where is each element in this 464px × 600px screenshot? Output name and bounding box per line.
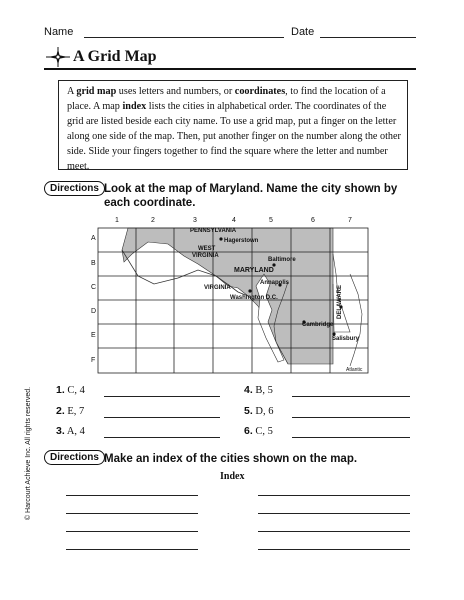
intro-text: A xyxy=(67,86,77,97)
index-line[interactable] xyxy=(258,513,410,514)
term-grid-map: grid map xyxy=(76,86,117,97)
label-west-virginia: WEST xyxy=(198,246,216,252)
col-label: 4 xyxy=(232,217,236,224)
question-4 xyxy=(244,384,273,396)
index-title: Index xyxy=(220,471,245,482)
question-1 xyxy=(56,384,85,396)
city-dot-washington xyxy=(248,289,251,292)
question-number: 4. xyxy=(244,384,253,396)
question-number: 6. xyxy=(244,425,253,437)
row-label: E xyxy=(91,332,96,339)
question-6 xyxy=(244,425,273,437)
col-label: 1 xyxy=(115,217,119,224)
term-coordinates: coordinates xyxy=(234,86,286,97)
question-coord: B, 5 xyxy=(255,385,273,396)
intro-box xyxy=(58,80,408,170)
state-landmass xyxy=(122,228,333,364)
col-label: 5 xyxy=(269,217,273,224)
question-coord: E, 7 xyxy=(67,406,85,417)
answer-line-1[interactable] xyxy=(104,396,220,397)
title-rule xyxy=(44,68,416,70)
answer-line-5[interactable] xyxy=(292,417,410,418)
label-atlantic: Atlantic xyxy=(346,367,363,373)
label-delaware: DELAWARE xyxy=(337,284,343,319)
answer-line-3[interactable] xyxy=(104,437,220,438)
intro-text: , to find the location of a place. A map xyxy=(67,86,386,112)
date-label: Date xyxy=(291,26,315,38)
label-maryland: MARYLAND xyxy=(234,267,274,274)
name-field[interactable] xyxy=(84,37,284,38)
label-pennsylvania: PENNSYLVANIA xyxy=(190,228,237,234)
maryland-grid-map xyxy=(88,214,378,380)
question-number: 5. xyxy=(244,405,253,417)
directions-text-1: Look at the map of Maryland. Name the city shown by each coordinate. xyxy=(104,183,398,209)
label-west-virginia-2: VIRGINIA xyxy=(192,253,219,259)
question-coord: C, 4 xyxy=(67,385,85,396)
index-line[interactable] xyxy=(66,531,198,532)
answer-line-4[interactable] xyxy=(292,396,410,397)
label-washington: Washington D.C. xyxy=(230,295,278,301)
index-line[interactable] xyxy=(66,549,198,550)
index-line[interactable] xyxy=(258,531,410,532)
question-number: 3. xyxy=(56,425,65,437)
answer-line-2[interactable] xyxy=(104,417,220,418)
intro-text: lists the cities in alphabetical order. The coordinates of the grid are listed beside each city name. To use a grid map, put a finger on the letter along one side of the map. Then, put another finger on the number along the other side. Slide your fingers together to find the square where the letter and number meet. xyxy=(67,101,401,172)
question-3 xyxy=(56,425,85,437)
name-label: Name xyxy=(44,26,74,38)
directions-badge: Directions xyxy=(44,181,105,196)
row-label: F xyxy=(91,357,96,364)
col-label: 6 xyxy=(311,217,315,224)
question-coord: C, 5 xyxy=(255,426,273,437)
city-dot-hagerstown xyxy=(219,237,222,240)
index-line[interactable] xyxy=(66,495,198,496)
directions-text-2: Make an index of the cities shown on the map. xyxy=(104,453,358,465)
question-number: 2. xyxy=(56,405,65,417)
map-row-labels xyxy=(91,235,96,364)
col-label: 7 xyxy=(348,217,352,224)
question-number: 1. xyxy=(56,384,65,396)
row-label: A xyxy=(91,235,96,242)
col-label: 2 xyxy=(151,217,155,224)
label-salisbury: Salisbury xyxy=(332,336,360,342)
row-label: C xyxy=(91,284,97,291)
index-line[interactable] xyxy=(258,549,410,550)
label-hagerstown: Hagerstown xyxy=(224,238,259,244)
index-line[interactable] xyxy=(66,513,198,514)
col-label: 3 xyxy=(193,217,197,224)
map-column-labels xyxy=(115,217,352,224)
directions-badge: Directions xyxy=(44,450,105,465)
index-line[interactable] xyxy=(258,495,410,496)
label-cambridge: Cambridge xyxy=(302,322,334,328)
row-label: D xyxy=(91,308,97,315)
question-coord: A, 4 xyxy=(66,426,85,437)
copyright: © Harcourt Achieve Inc. All rights reserved. xyxy=(25,386,33,521)
row-label: B xyxy=(91,260,96,267)
page-title: A Grid Map xyxy=(73,48,157,65)
question-2 xyxy=(56,405,84,417)
term-index: index xyxy=(122,101,147,112)
compass-rose-icon xyxy=(44,46,72,68)
question-5 xyxy=(244,405,273,417)
label-virginia: VIRGINIA xyxy=(204,285,231,291)
intro-text: uses letters and numbers, or xyxy=(116,86,235,97)
answer-line-6[interactable] xyxy=(292,437,410,438)
label-baltimore: Baltimore xyxy=(268,257,296,263)
label-annapolis: Annapolis xyxy=(260,280,290,286)
date-field[interactable] xyxy=(320,37,416,38)
question-coord: D, 6 xyxy=(255,406,274,417)
